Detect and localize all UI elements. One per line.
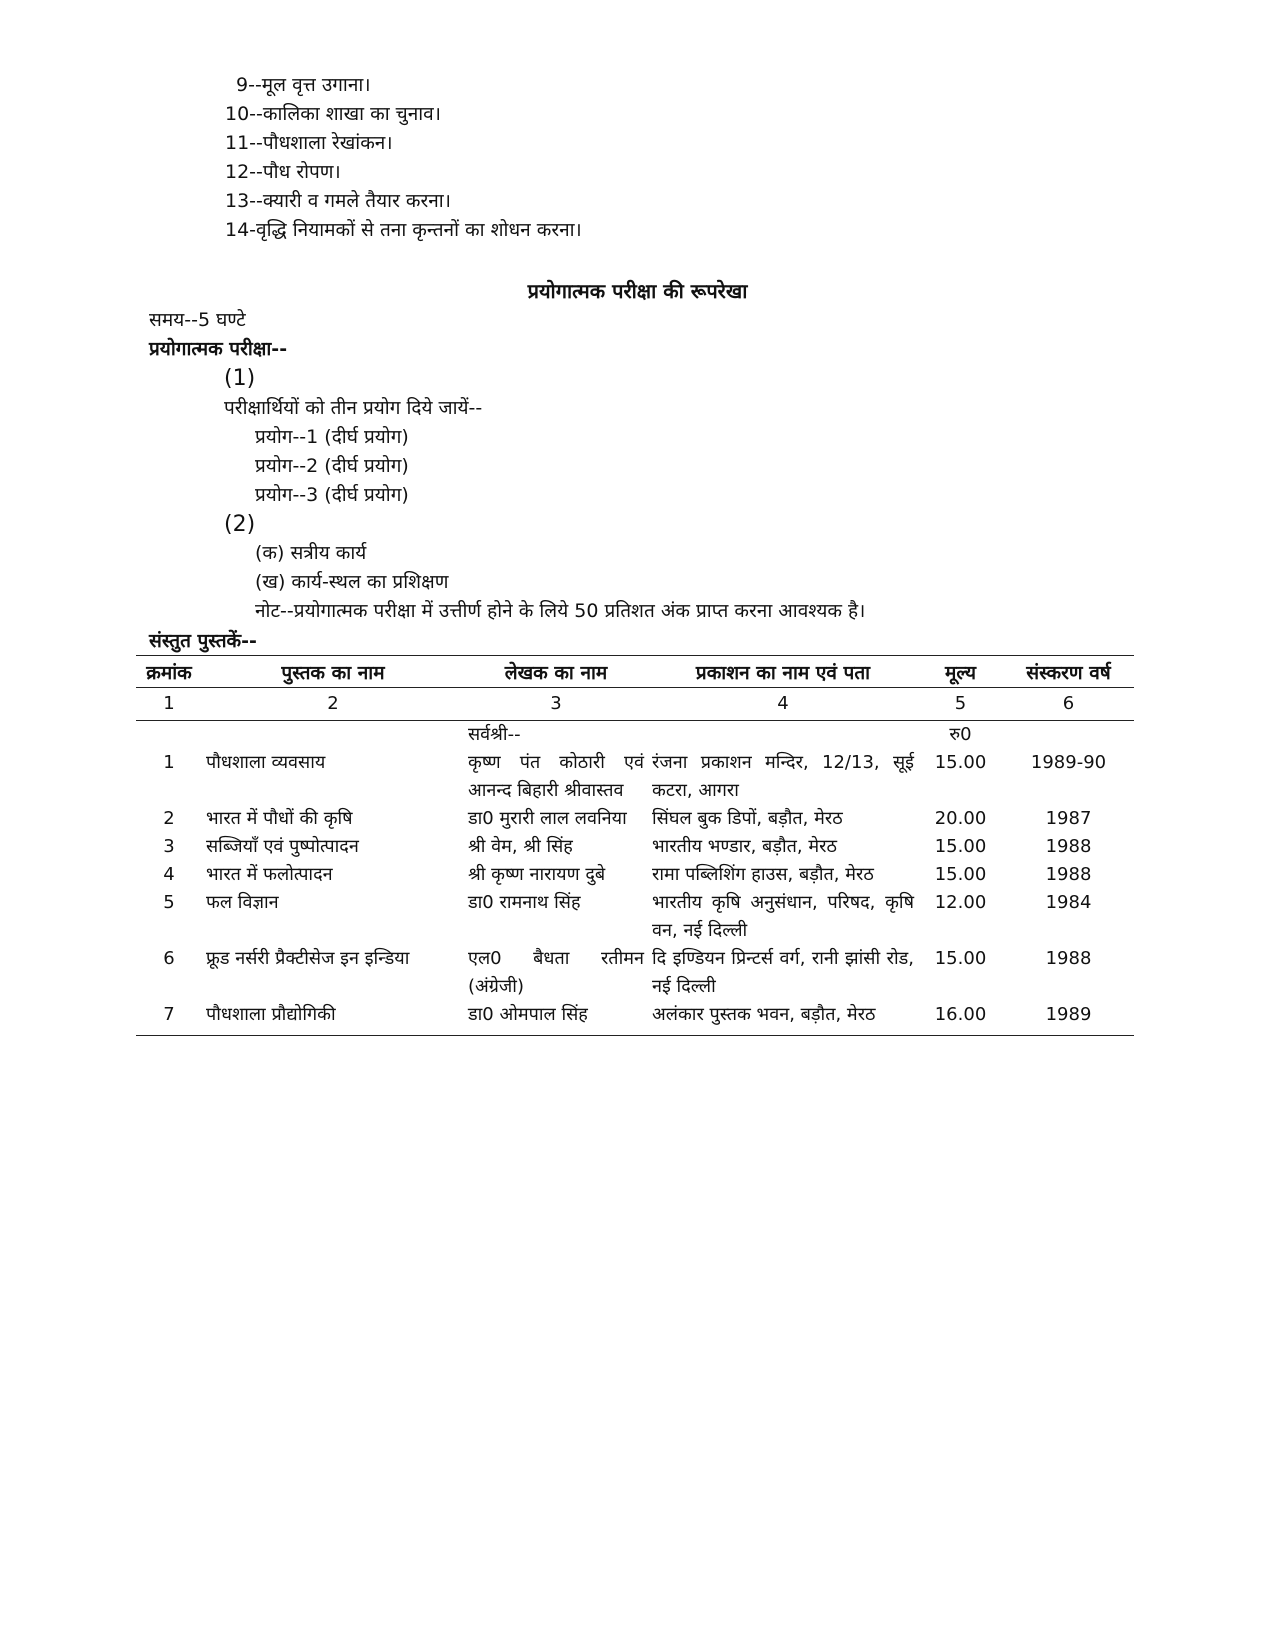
table-row xyxy=(136,945,1134,1001)
column-number: 3 xyxy=(464,688,648,721)
syllabus-item-12: 12--पौध रोपण। xyxy=(225,161,341,183)
column-number: 2 xyxy=(202,688,464,721)
syllabus-item-13: 13--क्यारी व गमले तैयार करना। xyxy=(225,190,451,212)
experiment-3: प्रयोग--3 (दीर्घ प्रयोग) xyxy=(255,484,409,506)
row-serial: 6 xyxy=(163,948,175,969)
row-author: कृष्ण पंत कोठारी एवं आनन्द बिहारी श्रीवास्तव xyxy=(468,752,644,801)
row-year: 1989 xyxy=(1003,1001,1134,1036)
table-row xyxy=(136,861,1134,889)
row-book-title: भारत में पौधों की कृषि xyxy=(206,808,353,829)
row-price: 15.00 xyxy=(934,752,987,773)
table-header-row xyxy=(136,656,1134,688)
header-publisher: प्रकाशन का नाम एवं पता xyxy=(648,656,918,688)
row-author: डा0 रामनाथ सिंह xyxy=(468,892,581,913)
syllabus-item-10: 10--कालिका शाखा का चुनाव। xyxy=(225,103,441,125)
row-book-title: फल विज्ञान xyxy=(206,892,279,913)
row-serial: 2 xyxy=(163,808,175,829)
row-publisher: रामा पब्लिशिंग हाउस, बड़ौत, मेरठ xyxy=(652,864,874,885)
row-author: श्री कृष्ण नारायण दुबे xyxy=(468,864,606,885)
row-price: 15.00 xyxy=(934,864,987,885)
row-book-title: भारत में फलोत्पादन xyxy=(206,864,333,885)
table-row xyxy=(136,749,1134,805)
practical-exam-title: प्रयोगात्मक परीक्षा की रूपरेखा xyxy=(527,279,748,303)
pass-criteria-note: नोट--प्रयोगात्मक परीक्षा में उत्तीर्ण होने के लिये 50 प्रतिशत अंक प्राप्त करना आवश्यक है। xyxy=(255,600,866,622)
row-serial: 7 xyxy=(136,1001,202,1036)
row-serial: 1 xyxy=(163,752,175,773)
row-publisher: भारतीय भण्डार, बड़ौत, मेरठ xyxy=(652,836,837,857)
row-year: 1988 xyxy=(1045,948,1092,969)
price-unit: रु0 xyxy=(949,724,972,745)
author-prefix: सर्वश्री-- xyxy=(468,724,521,745)
part-2-item-a: (क) सत्रीय कार्य xyxy=(255,542,367,564)
row-price: 16.00 xyxy=(918,1001,1003,1036)
experiment-2: प्रयोग--2 (दीर्घ प्रयोग) xyxy=(255,455,409,477)
column-number: 6 xyxy=(1003,688,1134,721)
row-publisher: भारतीय कृषि अनुसंधान, परिषद, कृषि वन, नई दिल्ली xyxy=(652,892,914,941)
column-number: 5 xyxy=(918,688,1003,721)
row-author: एल0 बैधता रतीमन (अंग्रेजी) xyxy=(468,948,644,997)
row-author: श्री वेम, श्री सिंह xyxy=(468,836,573,857)
table-row xyxy=(136,1001,1134,1036)
part-1-intro: परीक्षार्थियों को तीन प्रयोग दिये जायें-- xyxy=(224,397,483,419)
row-price: 15.00 xyxy=(934,836,987,857)
column-number: 1 xyxy=(136,688,202,721)
exam-time: समय--5 घण्टे xyxy=(149,309,246,331)
row-year: 1984 xyxy=(1045,892,1092,913)
part-2-number: (2) xyxy=(224,512,256,537)
row-book-title: सब्जियाँ एवं पुष्पोत्पादन xyxy=(206,836,359,857)
header-price: मूल्य xyxy=(918,656,1003,688)
row-publisher: दि इण्डियन प्रिन्टर्स वर्ग, रानी झांसी रोड, नई दिल्ली xyxy=(652,948,914,997)
table-prefix-row xyxy=(136,721,1134,750)
column-number-row xyxy=(136,688,1134,721)
table-row xyxy=(136,889,1134,945)
row-year: 1988 xyxy=(1045,836,1092,857)
row-book-title: पौधशाला व्यवसाय xyxy=(206,752,326,773)
row-publisher: अलंकार पुस्तक भवन, बड़ौत, मेरठ xyxy=(648,1001,918,1036)
header-serial: क्रमांक xyxy=(136,656,202,688)
column-number: 4 xyxy=(648,688,918,721)
row-publisher: रंजना प्रकाशन मन्दिर, 12/13, सूई कटरा, आगरा xyxy=(652,752,914,801)
table-row xyxy=(136,805,1134,833)
part-2-item-b: (ख) कार्य-स्थल का प्रशिक्षण xyxy=(255,571,449,593)
experiment-1: प्रयोग--1 (दीर्घ प्रयोग) xyxy=(255,426,409,448)
row-year: 1989-90 xyxy=(1030,752,1107,773)
row-year: 1988 xyxy=(1045,864,1092,885)
syllabus-item-14: 14-वृद्धि नियामकों से तना कृन्तनों का शोधन करना। xyxy=(225,219,582,241)
row-price: 20.00 xyxy=(934,808,987,829)
row-year: 1987 xyxy=(1045,808,1092,829)
recommended-books-title: संस्तुत पुस्तकें-- xyxy=(149,630,257,652)
row-author: डा0 मुरारी लाल लवनिया xyxy=(468,808,627,829)
header-edition-year: संस्करण वर्ष xyxy=(1003,656,1134,688)
practical-exam-subheading: प्रयोगात्मक परीक्षा-- xyxy=(149,338,288,360)
row-book-title: पौधशाला प्रौद्योगिकी xyxy=(202,1001,464,1036)
row-book-title: फ्रूड नर्सरी प्रैक्टीसेज इन इन्डिया xyxy=(206,948,410,969)
header-book-name: पुस्तक का नाम xyxy=(202,656,464,688)
row-serial: 5 xyxy=(163,892,175,913)
header-author: लेखक का नाम xyxy=(464,656,648,688)
syllabus-item-11: 11--पौधशाला रेखांकन। xyxy=(225,132,393,154)
row-author: डा0 ओमपाल सिंह xyxy=(464,1001,648,1036)
row-price: 15.00 xyxy=(934,948,987,969)
row-serial: 3 xyxy=(163,836,175,857)
recommended-books-table xyxy=(136,655,1134,1036)
row-publisher: सिंघल बुक डिपों, बड़ौत, मेरठ xyxy=(652,808,843,829)
syllabus-item-9: 9--मूल वृत्त उगाना। xyxy=(236,74,371,96)
row-serial: 4 xyxy=(163,864,175,885)
row-price: 12.00 xyxy=(934,892,987,913)
part-1-number: (1) xyxy=(224,366,256,391)
table-row xyxy=(136,833,1134,861)
